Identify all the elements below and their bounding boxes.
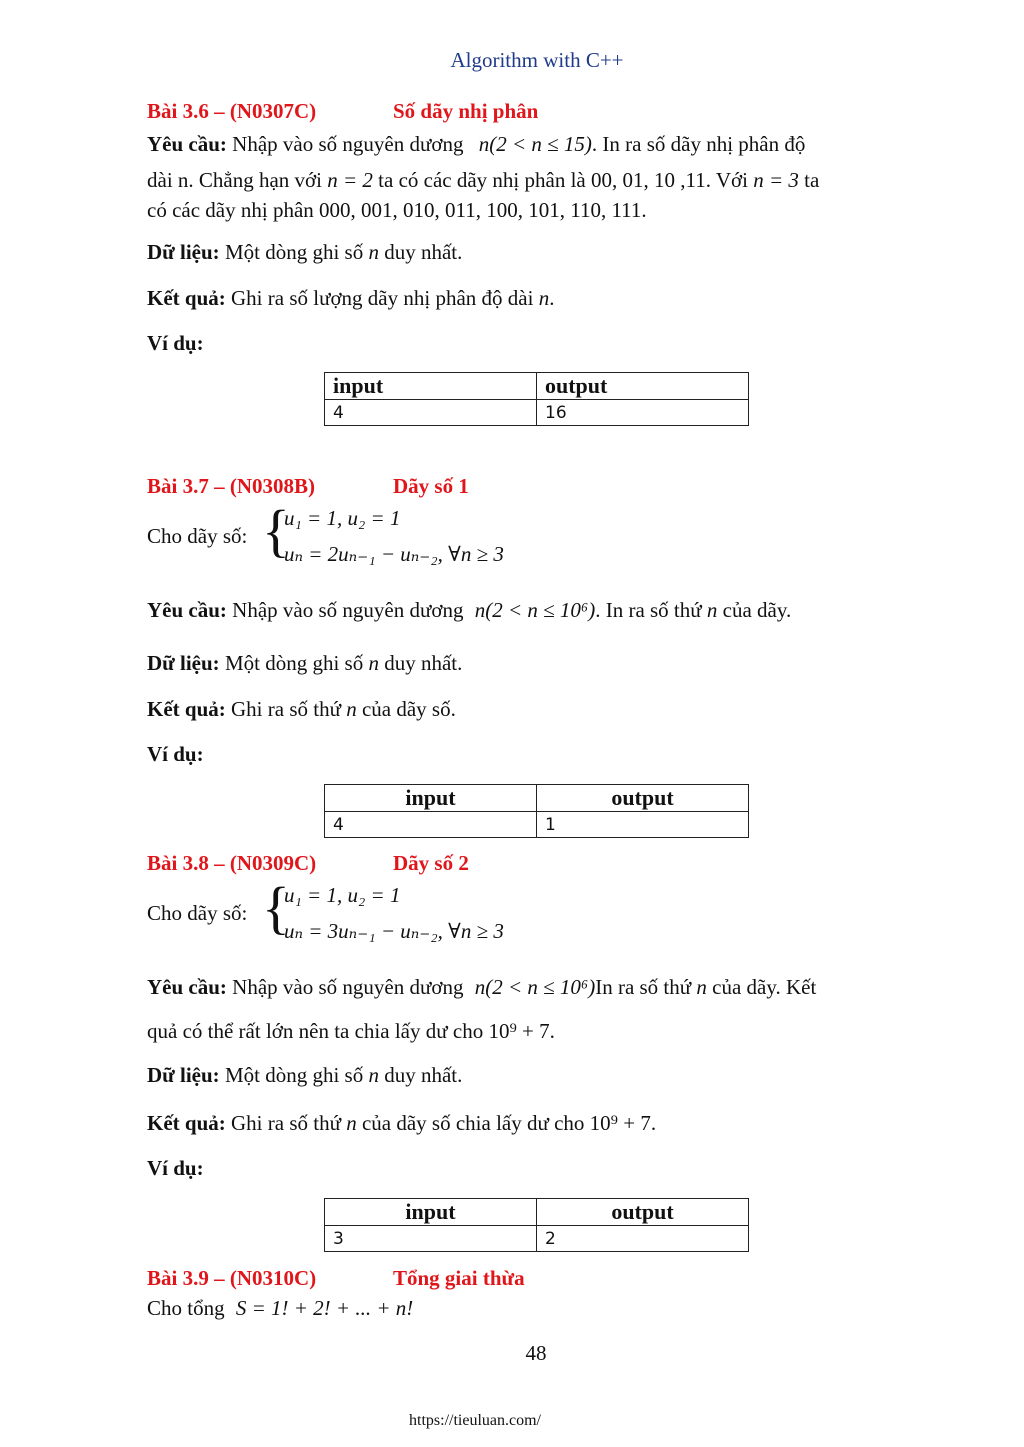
page-header: Algorithm with C++ bbox=[450, 48, 624, 72]
math-expression: S = 1! + 2! + ... + n! bbox=[235, 1296, 414, 1320]
table-cell-input: 4 bbox=[325, 812, 537, 838]
input-label: Dữ liệu: bbox=[147, 1063, 220, 1087]
problem-3-8-input bbox=[147, 1063, 462, 1088]
math-var: n bbox=[696, 975, 707, 999]
table-row bbox=[325, 1199, 749, 1226]
output-label: Kết quả: bbox=[147, 1111, 226, 1135]
problem-3-9-code: Bài 3.9 – (N0310C) bbox=[147, 1266, 317, 1290]
problem-3-7-intro: Cho dãy số: bbox=[147, 524, 248, 548]
math-expression: n(2 < n ≤ 15) bbox=[478, 132, 592, 156]
requirement-label: Yêu cầu: bbox=[147, 598, 227, 622]
problem-3-8-equation-1: u₁ = 1, u₂ = 1 bbox=[284, 883, 401, 907]
problem-3-7-requirement bbox=[147, 598, 791, 623]
requirement-text: Nhập vào số nguyên dương bbox=[232, 975, 464, 999]
math-var: n bbox=[368, 1063, 379, 1087]
problem-3-6-code: Bài 3.6 – (N0307C) bbox=[147, 99, 317, 123]
input-text: duy nhất. bbox=[384, 1063, 463, 1087]
requirement-text: . In ra số dãy nhị phân độ bbox=[591, 132, 806, 156]
requirement-text: . bbox=[549, 1019, 555, 1043]
table-row bbox=[325, 785, 749, 812]
requirement-text: Nhập vào số nguyên dương bbox=[232, 598, 464, 622]
math-expression: n(2 < n ≤ 10⁶) bbox=[474, 598, 596, 622]
table-row bbox=[325, 373, 749, 400]
problem-3-6-output bbox=[147, 286, 554, 311]
table-row bbox=[325, 1226, 749, 1252]
math-var: n bbox=[368, 240, 379, 264]
problem-3-8-intro: Cho dãy số: bbox=[147, 901, 248, 925]
output-label: Kết quả: bbox=[147, 697, 226, 721]
input-text: duy nhất. bbox=[384, 240, 463, 264]
input-label: Dữ liệu: bbox=[147, 240, 220, 264]
output-text: . bbox=[650, 1111, 657, 1135]
problem-3-7-title: Dãy số 1 bbox=[393, 474, 469, 498]
input-text: Một dòng ghi số bbox=[224, 651, 364, 675]
math-var: n bbox=[538, 286, 550, 310]
table-header-input: input bbox=[325, 1199, 537, 1226]
problem-3-6-example-table bbox=[324, 372, 749, 426]
math-expression: 10⁹ + 7 bbox=[488, 1019, 550, 1043]
brace-symbol: { bbox=[262, 498, 290, 563]
problem-3-8-example-table bbox=[324, 1198, 749, 1252]
requirement-text: quả có thể rất lớn nên ta chia lấy dư cho bbox=[147, 1019, 484, 1043]
problem-3-7-input bbox=[147, 651, 462, 676]
output-text: của dãy số. bbox=[361, 697, 456, 721]
requirement-label: Yêu cầu: bbox=[147, 975, 227, 999]
problem-3-8-requirement-line-1 bbox=[147, 975, 816, 1000]
math-var: n bbox=[346, 1111, 357, 1135]
input-text: Một dòng ghi số bbox=[224, 240, 364, 264]
requirement-text: của dãy. Kết bbox=[712, 975, 817, 999]
table-row bbox=[325, 812, 749, 838]
footer-url[interactable]: https://tieuluan.com/ bbox=[409, 1412, 541, 1429]
math-expression: n = 3 bbox=[753, 168, 799, 192]
table-cell-output: 1 bbox=[537, 812, 749, 838]
input-label: Dữ liệu: bbox=[147, 651, 220, 675]
table-header-input: input bbox=[325, 373, 537, 400]
problem-3-6-example-label: Ví dụ: bbox=[147, 331, 204, 355]
problem-3-9-intro-line bbox=[147, 1296, 413, 1321]
problem-3-7-code: Bài 3.7 – (N0308B) bbox=[147, 474, 315, 498]
table-cell-input: 3 bbox=[325, 1226, 537, 1252]
problem-3-9-title: Tổng giai thừa bbox=[393, 1266, 525, 1290]
table-header-output: output bbox=[537, 1199, 749, 1226]
problem-3-7-example-table bbox=[324, 784, 749, 838]
problem-3-6-requirement-line-1 bbox=[147, 132, 805, 157]
table-header-output: output bbox=[537, 785, 749, 812]
requirement-label: Yêu cầu: bbox=[147, 132, 227, 156]
requirement-text: Nhập vào số nguyên dương bbox=[232, 132, 464, 156]
problem-3-6-requirement-line-2 bbox=[147, 168, 819, 193]
requirement-text: ta bbox=[804, 168, 820, 192]
problem-3-8-requirement-line-2 bbox=[147, 1019, 555, 1044]
problem-3-7-equation-1: u₁ = 1, u₂ = 1 bbox=[284, 506, 401, 530]
problem-3-8-output bbox=[147, 1111, 656, 1136]
problem-3-7-equation-2: uₙ = 2uₙ₋₁ − uₙ₋₂, ∀n ≥ 3 bbox=[284, 542, 504, 566]
problem-3-8-code: Bài 3.8 – (N0309C) bbox=[147, 851, 317, 875]
problem-3-7-output bbox=[147, 697, 456, 722]
output-label: Kết quả: bbox=[147, 286, 226, 310]
math-var: n bbox=[706, 598, 718, 622]
problem-3-8-equation-2: uₙ = 3uₙ₋₁ − uₙ₋₂, ∀n ≥ 3 bbox=[284, 919, 504, 943]
math-expression: n(2 < n ≤ 10⁶) bbox=[474, 975, 596, 999]
math-var: n bbox=[346, 697, 357, 721]
requirement-text: của dãy. bbox=[722, 598, 792, 622]
table-cell-input: 4 bbox=[325, 400, 537, 426]
brace-symbol: { bbox=[262, 875, 290, 940]
input-text: Một dòng ghi số bbox=[224, 1063, 364, 1087]
problem-3-8-title: Dãy số 2 bbox=[393, 851, 469, 875]
table-cell-output: 16 bbox=[537, 400, 749, 426]
output-text: . bbox=[549, 286, 555, 310]
problem-3-7-example-label: Ví dụ: bbox=[147, 742, 204, 766]
problem-3-6-requirement-line-3: có các dãy nhị phân 000, 001, 010, 011, 100, 101, 110, 111. bbox=[147, 198, 647, 222]
table-header-output: output bbox=[537, 373, 749, 400]
output-text: Ghi ra số thứ bbox=[231, 697, 341, 721]
output-text: Ghi ra số thứ bbox=[231, 1111, 341, 1135]
output-text: Ghi ra số lượng dãy nhị phân độ dài bbox=[231, 286, 534, 310]
math-expression: n = 2 bbox=[327, 168, 373, 192]
requirement-text: ta có các dãy nhị phân là 00, 01, 10 ,11. Với bbox=[378, 168, 748, 192]
requirement-text: In ra số thứ bbox=[595, 975, 692, 999]
intro-text: Cho tổng bbox=[147, 1296, 225, 1320]
math-var: n bbox=[368, 651, 379, 675]
output-text: của dãy số chia lấy dư cho bbox=[361, 1111, 585, 1135]
requirement-text: . In ra số thứ bbox=[595, 598, 702, 622]
input-text: duy nhất. bbox=[384, 651, 463, 675]
page-number: 48 bbox=[525, 1341, 547, 1365]
math-expression: 10⁹ + 7 bbox=[589, 1111, 651, 1135]
problem-3-6-title: Số dãy nhị phân bbox=[393, 99, 539, 123]
table-header-input: input bbox=[325, 785, 537, 812]
requirement-text: dài n. Chẳng hạn với bbox=[147, 168, 322, 192]
table-row bbox=[325, 400, 749, 426]
problem-3-8-example-label: Ví dụ: bbox=[147, 1156, 204, 1180]
table-cell-output: 2 bbox=[537, 1226, 749, 1252]
problem-3-6-input bbox=[147, 240, 462, 265]
